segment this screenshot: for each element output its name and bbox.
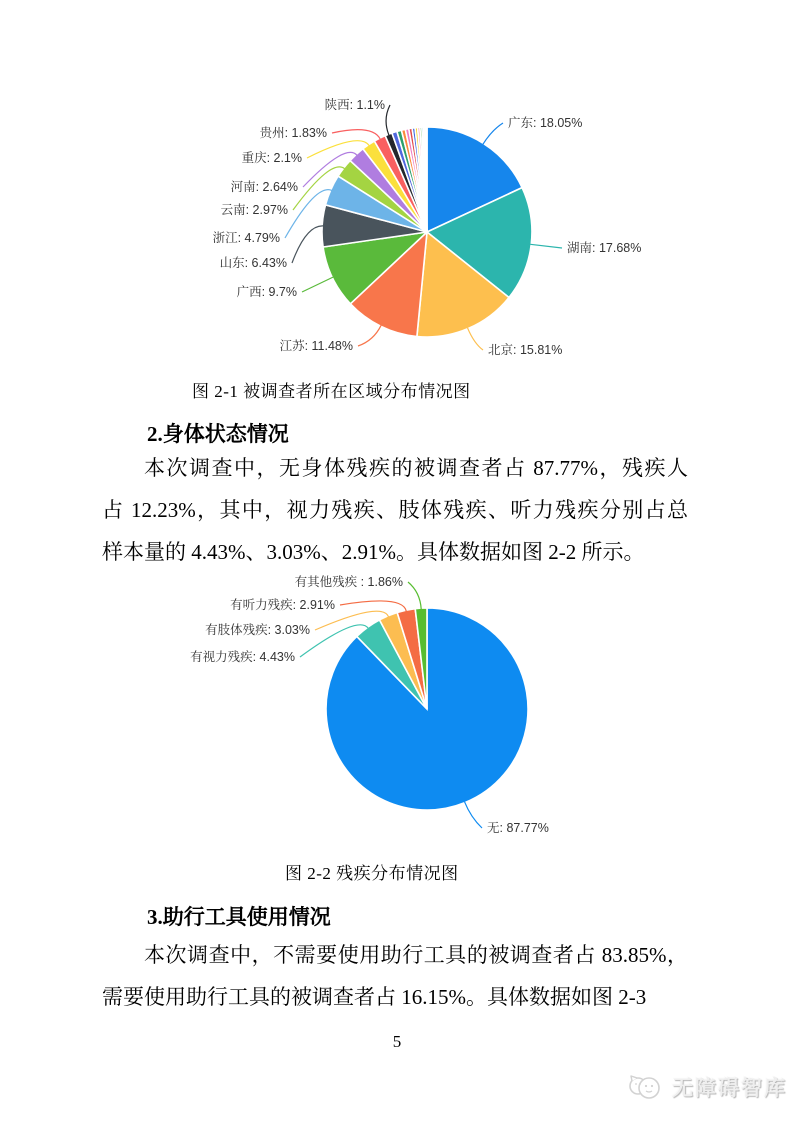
pie-label: 湖南: 17.68% [567,241,642,255]
figure-2-2-pie-chart [0,570,794,870]
label-leader-line [358,325,381,346]
pie-label: 有肢体残疾: 3.03% [205,623,310,637]
label-leader-line [468,328,484,350]
pie-label: 山东: 6.43% [219,256,287,270]
section-3-paragraph [102,934,688,1018]
pie-label: 浙江: 4.79% [212,231,280,245]
paragraph-line: 本次调查中，无身体残疾的被调查者占 87.77%，残疾人 [144,456,688,480]
page-number: 5 [392,1032,402,1051]
label-leader-line [340,601,406,611]
pie-label: 河南: 2.64% [230,180,298,194]
pie-label: 北京: 15.81% [488,343,563,357]
pie-label: 陕西: 1.1% [324,98,385,112]
pie-label: 贵州: 1.83% [259,126,327,140]
pie-label: 无: 87.77% [487,821,549,835]
brand-logo-icon [628,1073,662,1101]
paragraph-line: 本次调查中，不需要使用助行工具的被调查者占 83.85%， [144,943,688,967]
label-leader-line [302,277,333,292]
pie-label: 江苏: 11.48% [279,339,353,353]
pie-label: 广西: 9.7% [236,285,297,299]
section-2-paragraph [102,447,688,573]
figure-2-1-pie-chart [0,78,794,378]
pie-label: 重庆: 2.1% [241,151,302,165]
label-leader-line [332,130,380,139]
pie-label: 云南: 2.97% [220,203,288,217]
label-leader-line [386,105,390,135]
label-leader-line [530,244,562,248]
paragraph-line: 样本量的 4.43%、3.03%、2.91%。具体数据如图 2-2 所示。 [102,540,645,564]
pie-label: 广东: 18.05% [508,116,583,130]
brand-name: 无障碍智库 [672,1077,787,1100]
label-leader-line [408,582,421,609]
pie-label: 有视力残疾: 4.43% [190,650,295,664]
figure-2-2-caption: 图 2-2 残疾分布情况图 [285,864,459,883]
paragraph-line: 占 12.23%，其中，视力残疾、肢体残疾、听力残疾分别占总 [102,498,688,522]
section-3-heading: 3.助行工具使用情况 [147,905,331,929]
figure-2-1-caption: 图 2-1 被调查者所在区域分布情况图 [192,382,471,401]
pie-label: 有其他残疾 : 1.86% [294,575,403,589]
pie-label: 有听力残疾: 2.91% [230,598,335,612]
section-2-heading: 2.身体状态情况 [147,422,289,446]
label-leader-line [465,802,483,828]
label-leader-line [292,226,323,263]
paragraph-line: 需要使用助行工具的被调查者占 16.15%。具体数据如图 2-3 [102,985,647,1009]
label-leader-line [483,123,503,144]
brand-watermark [628,1072,787,1102]
